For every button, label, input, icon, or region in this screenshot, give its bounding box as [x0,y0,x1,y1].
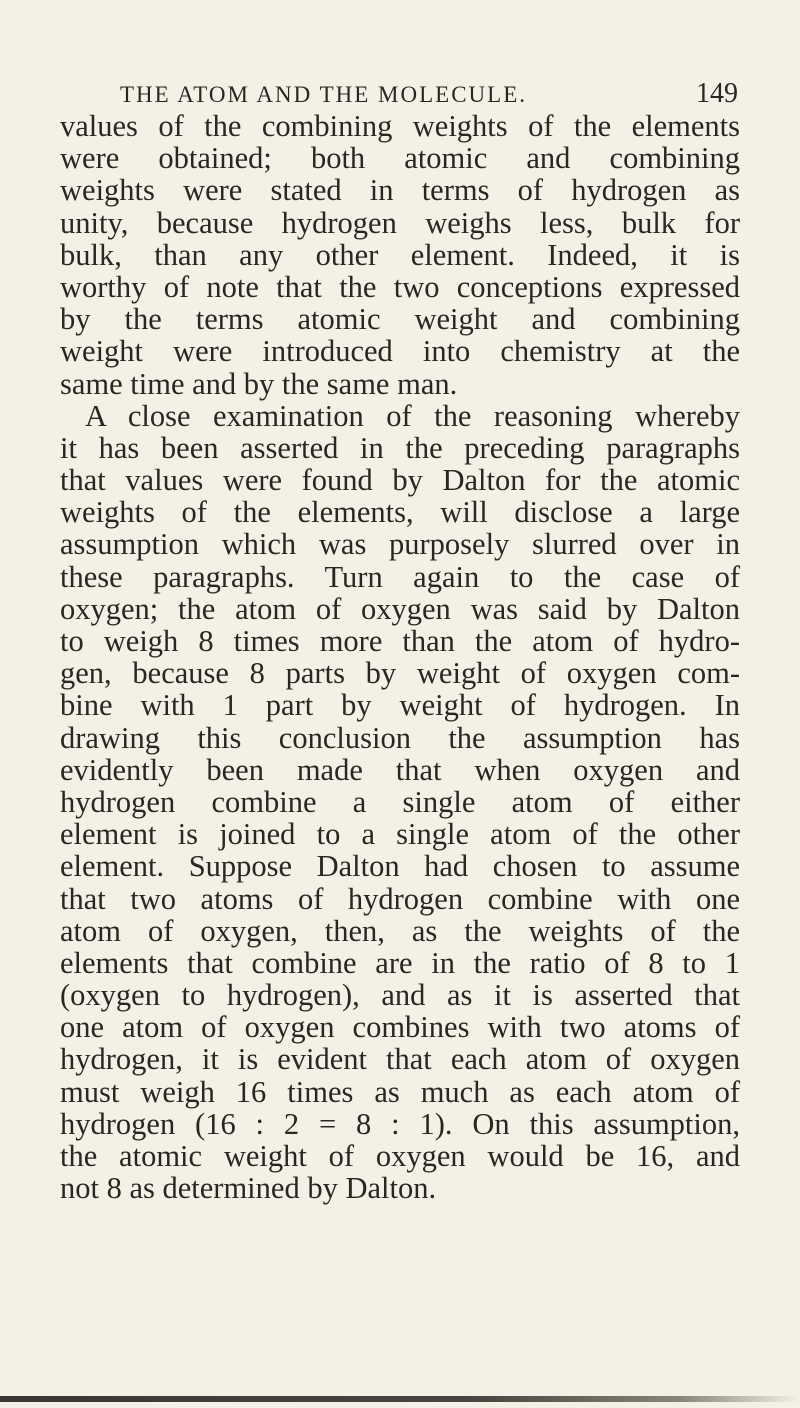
page-number: 149 [696,78,738,109]
text-line: weights of the elements, will disclose a large [60,495,740,530]
text-line: that values were found by Dalton for the atomic [60,463,740,498]
text-line: hydrogen, it is evident that each atom of oxygen [60,1042,740,1077]
text-line: the atomic weight of oxygen would be 16, and [60,1139,740,1173]
page-bottom-edge [0,1396,800,1402]
text-line: not 8 as determined by Dalton. [60,1171,437,1206]
text-line: worthy of note that the two conceptions expressed [60,269,740,304]
text-line: hydrogen combine a single atom of either [60,784,740,819]
text-line: gen, because 8 parts by weight of oxygen com- [60,656,740,691]
text-line: values of the combining weights of the elements [60,109,740,143]
body-text [60,110,740,1204]
text-line: element. Suppose Dalton had chosen to assume [60,849,740,884]
text-line: one atom of oxygen combines with two atoms of [60,1010,740,1045]
text-line: must weigh 16 times as much as each atom of [60,1074,740,1109]
running-title: THE ATOM AND THE MOLECULE. [120,82,528,107]
text-line: same time and by the same man. [60,366,458,401]
text-line: assumption which was purposely slurred over in [60,527,740,562]
text-line: bine with 1 part by weight of hydrogen. In [60,688,740,723]
text-line: bulk, than any other element. Indeed, it is [60,237,740,272]
text-line: by the terms atomic weight and combining [60,302,740,337]
text-line: evidently been made that when oxygen and [60,752,740,787]
paragraph-start-line: A close examination of the reasoning whereby [85,398,740,433]
text-line: element is joined to a single atom of the other [60,817,740,852]
text-line: it has been asserted in the preceding paragraphs [60,430,740,465]
text-line: hydrogen (16 : 2 = 8 : 1). On this assumption, [60,1106,740,1141]
text-line: that two atoms of hydrogen combine with one [60,881,740,916]
text-line: to weigh 8 times more than the atom of hydro- [60,624,740,658]
text-line: were obtained; both atomic and combining [60,141,740,176]
text-line: (oxygen to hydrogen), and as it is asserted that [60,978,740,1013]
text-line: oxygen; the atom of oxygen was said by Dalton [60,591,740,626]
text-line: atom of oxygen, then, as the weights of the [60,913,740,948]
text-line: elements that combine are in the ratio of 8 to 1 [60,945,740,980]
text-line: weight were introduced into chemistry at the [60,334,740,369]
text-line: unity, because hydrogen weighs less, bulk for [60,205,740,240]
text-line: weights were stated in terms of hydrogen as [60,173,740,208]
text-line: these paragraphs. Turn again to the case of [60,559,740,594]
text-line: drawing this conclusion the assumption has [60,720,740,755]
